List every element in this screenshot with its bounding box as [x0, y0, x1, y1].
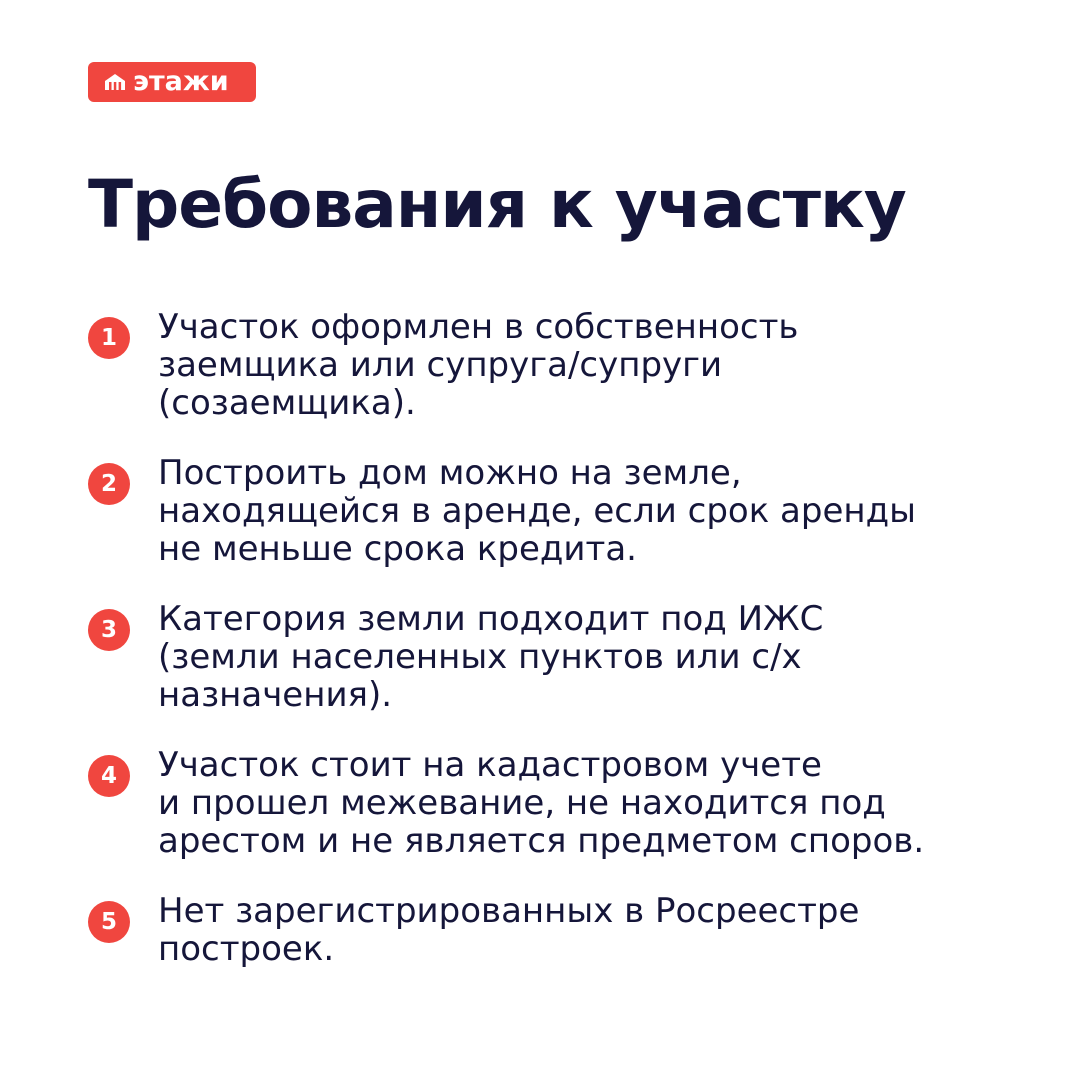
requirements-list: [88, 308, 988, 1000]
list-item: [88, 600, 988, 714]
list-item: [88, 746, 988, 860]
item-text-line: находящейся в аренде, если срок аренды: [158, 491, 916, 531]
page-title: Требования к участку: [88, 166, 906, 243]
list-item: [88, 892, 988, 968]
item-text-line: и прошел межевание, не находится под: [158, 783, 886, 823]
list-item: [88, 454, 988, 568]
item-text-line: построек.: [158, 929, 335, 969]
item-text: [158, 746, 988, 860]
brand-name: этажи: [133, 66, 229, 97]
item-number-badge: 5: [88, 901, 130, 943]
item-number-badge: 4: [88, 755, 130, 797]
item-text-line: Нет зарегистрированных в Росреестре: [158, 891, 860, 931]
item-text: [158, 600, 988, 714]
house-icon: [104, 73, 126, 91]
list-item: [88, 308, 988, 422]
item-text-line: назначения).: [158, 675, 393, 715]
item-text-line: Участок оформлен в собственность: [158, 307, 799, 347]
item-text: [158, 892, 988, 968]
brand-logo: [88, 62, 256, 102]
item-text-line: заемщика или супруга/супруги: [158, 345, 723, 385]
item-text-line: Построить дом можно на земле,: [158, 453, 742, 493]
item-number-badge: 1: [88, 317, 130, 359]
item-text-line: (созаемщика).: [158, 383, 416, 423]
item-text: [158, 308, 988, 422]
item-number-badge: 3: [88, 609, 130, 651]
item-text-line: не меньше срока кредита.: [158, 529, 637, 569]
item-text-line: арестом и не является предметом споров.: [158, 821, 925, 861]
item-text-line: Категория земли подходит под ИЖС: [158, 599, 824, 639]
item-text-line: Участок стоит на кадастровом учете: [158, 745, 822, 785]
item-text: [158, 454, 988, 568]
item-text-line: (земли населенных пунктов или с/х: [158, 637, 802, 677]
item-number-badge: 2: [88, 463, 130, 505]
